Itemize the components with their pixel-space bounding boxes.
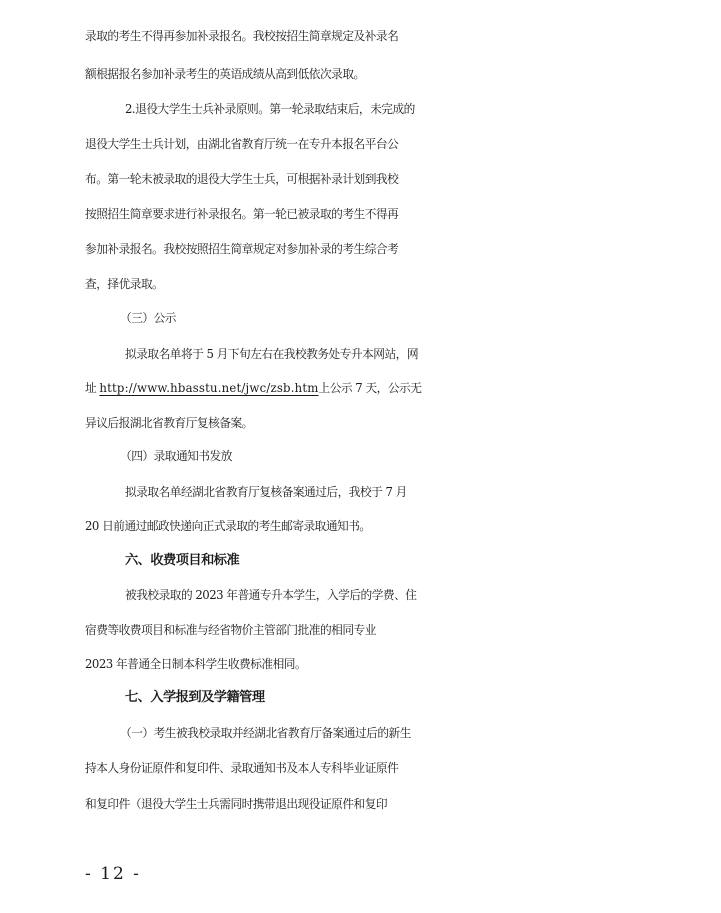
body-line: 拟录取名单将于 5 月下旬左右在我校教务处专升本网站，网 — [125, 347, 419, 361]
body-line: 查，择优录取。 — [85, 277, 164, 291]
body-line: 拟录取名单经湖北省教育厅复核备案通过后，我校于 7 月 — [125, 485, 407, 499]
body-line: 2.退役大学生士兵补录原则。第一轮录取结束后，未完成的 — [125, 102, 415, 116]
body-line: 退役大学生士兵计划，由湖北省教育厅统一在专升本报名平台公 — [85, 137, 399, 151]
body-line: 录取的考生不得再参加补录报名。我校按招生简章规定及补录名 — [85, 29, 399, 43]
body-line: 参加补录报名。我校按照招生简章规定对参加补录的考生综合考 — [85, 242, 399, 256]
body-line: 宿费等收费项目和标准与经省物价主管部门批准的相同专业 — [85, 623, 376, 637]
body-line: （一）考生被我校录取并经湖北省教育厅备案通过后的新生 — [120, 726, 411, 740]
body-line: 持本人身份证原件和复印件、录取通知书及本人专科毕业证原件 — [85, 761, 399, 775]
body-line — [0, 372, 721, 404]
section-heading: 七、入学报到及学籍管理 — [125, 690, 265, 705]
url-prefix: 址 — [85, 381, 100, 395]
body-line: 20 日前通过邮政快递向正式录取的考生邮寄录取通知书。 — [85, 519, 371, 533]
body-line: 布。第一轮未被录取的退役大学生士兵，可根据补录计划到我校 — [85, 172, 399, 186]
page-number: - 12 - — [85, 864, 141, 884]
section-heading: 六、收费项目和标准 — [125, 553, 240, 568]
body-line: 被我校录取的 2023 年普通专升本学生，入学后的学费、住 — [125, 588, 417, 602]
section-subheading: （三）公示 — [120, 311, 176, 325]
body-line: 2023 年普通全日制本科学生收费标准相同。 — [85, 657, 307, 671]
url-suffix: 上公示 7 天，公示无 — [318, 381, 422, 395]
body-line: 额根据报名参加补录考生的英语成绩从高到低依次录取。 — [85, 67, 365, 81]
body-line: 异议后报湖北省教育厅复核备案。 — [85, 416, 253, 430]
website-link[interactable]: http://www.hbasstu.net/jwc/zsb.htm — [99, 381, 319, 395]
section-subheading: （四）录取通知书发放 — [120, 449, 232, 463]
body-line: 按照招生简章要求进行补录报名。第一轮已被录取的考生不得再 — [85, 207, 399, 221]
body-line: 和复印件（退役大学生士兵需同时携带退出现役证原件和复印 — [85, 797, 388, 811]
